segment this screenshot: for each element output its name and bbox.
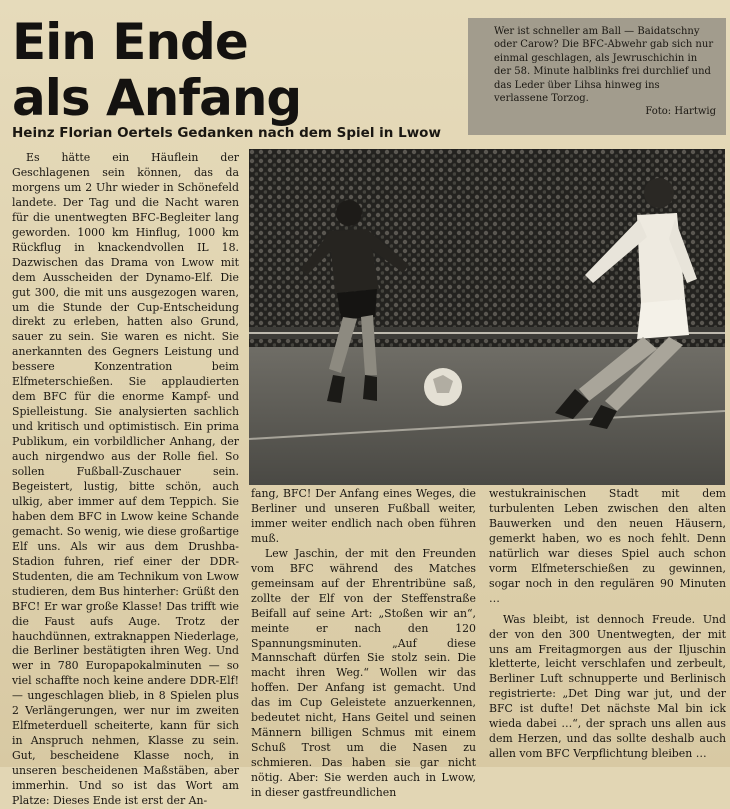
match-photo-illustration [249, 149, 725, 485]
match-photo [249, 149, 725, 485]
column-1-paragraph-1: Es hätte ein Häuflein der Geschlagenen sein können, das da morgens um 2 Uhr wieder in Schönefeld landete. Der Tag und die Nacht waren für die unentwegten BFC-Begleiter lang geworden. 1000 km Hinflug, 1000 km Rückflug in knackendvollen IL 18. Dazwischen das Drama von Lwow mit dem Ausscheiden der Dynamo-Elf. Die gut 300, die mit uns ausgezogen waren, um die Stunde der Cup-Entscheidung direkt zu erleben, hatten also Grund, sauer zu sein. Sie waren es nicht. Sie anerkannten des Gegners Leistung und bessere Konzentration beim Elfmeterschießen. Sie applaudierten dem BFC für die enorme Kampf- und Spielleistung. Sie analysierten sachlich und kritisch und optimistisch. Ein prima Publikum, ein vorbildlicher Anhang, der auch nirgendwo aus der Rolle fiel. So sollen Fußball-Zuschauer sein. Begeistert, lustig, bitte schön, auch ulkig, aber immer auf dem Teppich. Sie haben dem BFC in Lwow keine Schande gemacht. So wenig, wie diese großartige Elf uns. Als wir aus dem Drushba-Stadion fuhren, rief einer der DDR-Studenten, die am Technikum von Lwow studieren, dem Bus hinterher: Grüßt den BFC! Er war große Klasse! Das trifft wie die Faust aufs Auge. Trotz der hauchdünnen, extraknappen Niederlage, die Berliner bestätigten ihren Weg. Und wer in 780 Europapokalminuten — so viel schaffte noch keine andere DDR-Elf! — ungeschlagen blieb, in 8 Spielen plus 2 Verlängerungen, wer nur im zweiten Elfmeterduell scheiterte, kann für sich in Anspruch nehmen, Klasse zu sein. Gut, bescheidene Klasse noch, in unseren bescheidenen Maßstäben, aber immerhin. Und so ist das Wort am Platze: Dieses Ende ist erst der An- [12, 151, 239, 807]
photo-credit: Foto: Hartwig [645, 106, 716, 118]
column-3-paragraph-2: Was bleibt, ist dennoch Freude. Und der von den 300 Unentwegten, der mit uns am Freitagmorgen aus der Iljuschin kletterte, leicht verschlafen und zerbeult, Berliner Luft schnupperte und Berlinisch registrierte: „Det Ding war jut, und der BFC ist dufte! Det nächste Mal bin ick wieda dabei …“, der sprach uns allen aus dem Herzen, und das sollte deshalb auch allen vom BFC Verpflichtung bleiben … [489, 612, 726, 761]
photo-caption-box [468, 18, 726, 135]
article-column-2 [251, 487, 476, 800]
headline-line-2: als Anfang [12, 69, 302, 127]
subheadline: Heinz Florian Oertels Gedanken nach dem Spiel in Lwow [12, 125, 441, 141]
column-2-paragraph-2: Lew Jaschin, der mit den Freunden vom BFC während des Matches gemeinsam auf der Ehrentribüne saß, zollte der Elf von der Steffenstraße Beifall auf seine Art: „Stoßen wir an“, meinte er nach den 120 Spannungsminuten. „Auf diese Mannschaft dürfen Sie stolz sein. Die macht ihren Weg.“ Wollen wir das hoffen. Der Anfang ist gemacht. Und das im Cup Geleistete anzuerkennen, bedeutet nicht, Hans Geitel und seinen Männern billigen Schmus mit einem Schuß Trost um die Nasen zu schmieren. Das haben sie gar nicht nötig. Aber: Sie werden auch in Lwow, in dieser gastfreundlichen [251, 546, 476, 800]
photo-caption-text: Wer ist schneller am Ball — Baidatschny oder Carow? Die BFC-Abwehr gab sich nur einmal geschlagen, als Jewruschichin in der 58. Minute halblinks frei durchlief und das Leder über Lihsa hinweg ins verlassene Torzog. [494, 26, 714, 105]
column-2-paragraph-1: fang, BFC! Der Anfang eines Weges, die Berliner und unseren Fußball weiter, immer weiter endlich nach oben führen muß. [251, 487, 476, 545]
article-column-1 [12, 151, 239, 807]
article-column-3 [489, 487, 726, 767]
headline [12, 14, 452, 126]
headline-line-1: Ein Ende [12, 13, 248, 71]
column-3-paragraph-1: westukrainischen Stadt mit dem turbulenten Leben zwischen den alten Bauwerken und den neuen Häusern, gemerkt haben, wo es noch fehlt. Denn natürlich war dieses Spiel auch schon vorm Elfmeterschießen zu gewinnen, sogar noch in den regulären 90 Minuten … [489, 487, 726, 605]
